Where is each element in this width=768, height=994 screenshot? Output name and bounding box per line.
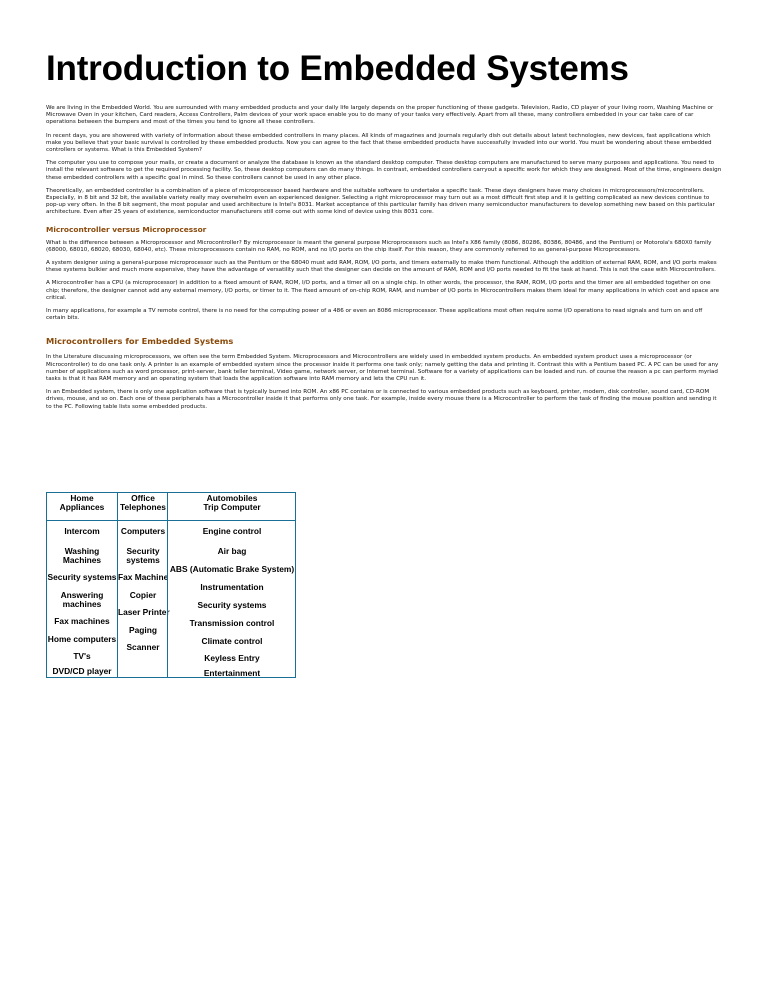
table-cell: Transmission control	[189, 618, 275, 628]
paragraph-recent-days: In recent days, you are showered with variety of information about these embedded controllers in many places. All kinds of magazines and journals regularly dish out details about latest technologies, new devices, fast applications which make you believe that your basic survival is controlled by these embedded products. Now you can agree to the fact that these embedded products have successfully invaded into our world. You must be wondering about these embedded controllers or systems. What is this Embedded System?	[46, 132, 712, 154]
section-heading-embedded: Microcontrollers for Embedded Systems	[46, 336, 234, 347]
table-cell: Fax Machine	[118, 572, 169, 582]
table-cell: Copier	[129, 590, 157, 600]
paragraph-difference: What is the difference between a Microprocessor and Microcontroller? By microprocessor is meant the general purpose Microprocessors such as Intel's X86 family (8086, 80286, 80386, 80486, and the Pentium) or Motorola's 680X0 family (68000, 68010, 68020, 68030, 68040, etc). These microprocessors contain no RAM, no ROM, and no I/O ports on the chip itself. For this reason, they are commonly referred to as general-purpose Microprocessors.	[46, 239, 712, 253]
table-cell: Air bag	[217, 546, 247, 556]
table-cell: Answering machines	[60, 590, 104, 609]
document-page	[46, 0, 722, 411]
table-cell: Engine control	[202, 526, 262, 536]
table-column-office	[117, 493, 168, 677]
page-title: Introduction to Embedded Systems	[46, 49, 629, 88]
table-cell: Washing Machines	[62, 546, 102, 565]
table-cell: Keyless Entry	[204, 653, 260, 663]
table-cell: DVD/CD player	[52, 666, 112, 676]
paragraph-tv-remote: In many applications, for example a TV remote control, there is no need for the computing power of a 486 or even an 8086 microprocessor. These applications most often require some I/O operations to read signals and turn on and off certain bits.	[46, 308, 703, 322]
table-header-cell: Home Appliances	[59, 493, 105, 512]
embedded-products-table	[46, 492, 296, 678]
paragraph-microcontroller-cpu: A Microcontroller has a CPU (a microprocessor) in addition to a fixed amount of RAM, ROM, I/O ports, and a timer all on a single chip. In other words, the processor, the RAM, ROM, I/O ports and the timer are all embedded together on one chip; therefore, the designer cannot add any external memory, I/O ports, or timer to it. The fixed amount of on-chip ROM, RAM, and number of I/O ports in Microcontrollers makes them ideal for many applications in which cost and space are critical.	[46, 280, 720, 301]
table-column-home-appliances	[47, 493, 117, 677]
table-cell: Security systems	[47, 572, 117, 582]
table-cell: Instrumentation	[200, 582, 264, 592]
table-cell: Fax machines	[54, 616, 110, 626]
table-cell: Intercom	[64, 526, 100, 536]
paragraph-theoretically: Theoretically, an embedded controller is a combination of a piece of microprocessor based hardware and the suitable software to undertake a specific task. These days designers have many choices in microprocessors/microcontrollers. Especially, in 8 bit and 32 bit, the available variety really may overwhelm even an experienced designer. Selecting a right microprocessor may turn out as a most difficult first step and it is getting complicated as new devices continue to pop-up very often. In the 8 bit segment, the most popular and used architecture is Intel's 8031. Market acceptance of this particular family has driven many semiconductor manufacturers to develop something new based on this particular architecture. Even after 25 years of existence, semiconductor manufacturers still come out with some kind of device using this 8031 core.	[46, 187, 715, 216]
table-header-cell: Office Telephones	[120, 493, 166, 512]
table-column-automobiles	[167, 493, 296, 677]
table-cell: Security systems	[126, 546, 160, 565]
paragraph-system-designer: A system designer using a general-purpose microprocessor such as the Pentium or the 68040 must add RAM, ROM, I/O ports, and timers externally to make them functional. Although the addition of external RAM, ROM, and I/O ports makes these systems bulkier and much more expensive, they have the advantage of versatility such that the designer can decide on the amount of RAM, ROM and I/O ports needed to fit the task at hand. This is not the case with Microcontrollers.	[46, 260, 717, 274]
table-cell: ABS (Automatic Brake System)	[169, 564, 295, 574]
section-heading-micro-vs: Microcontroller versus Microprocessor	[46, 224, 207, 234]
table-cell: Computers	[120, 526, 166, 536]
paragraph-embedded-world: We are living in the Embedded World. You are surrounded with many embedded products and your daily life largely depends on the proper functioning of these gadgets. Television, Radio, CD player of your living room, Washing Machine or Microwave Oven in your kitchen, Card readers, Access Controllers, Palm devices of your work space enable you to do many of your tasks very effectively. Apart from all these, many controllers embedded in your car take care of car operations between the bumpers and most of the times you tend to ignore all these controllers.	[46, 105, 714, 126]
table-cell: Paging	[129, 625, 157, 635]
table-header-cell: Automobiles Trip Computer	[203, 493, 261, 512]
paragraph-desktop-computer: The computer you use to compose your mails, or create a document or analyze the database is known as the standard desktop computer. These desktop computers are manufactured to serve many purposes and applications. You need to install the relevant software to get the required processing facility. So, these desktop computers can do many things. In contrast, embedded controllers carryout a specific work for which they are designed. Most of the time, engineers design these embedded controllers with a specific goal in mind. So these controllers cannot be used in any other place.	[46, 160, 722, 181]
table-cell: Security systems	[197, 600, 267, 610]
table-cell: Scanner	[126, 642, 160, 652]
table-cell: TV's	[73, 651, 91, 661]
table-cell: Entertainment	[203, 668, 261, 678]
table-cell: Laser Printer	[118, 607, 170, 617]
paragraph-embedded-system-rom: In an Embedded system, there is only one application software that is typically burned into ROM. An x86 PC contains or is connected to various embedded products such as keyboard, printer, modem, disk controller, sound card, CD-ROM drives, mouse, and so on. Each one of these peripherals has a Microcontroller inside it that performs only one task. For example, inside every mouse there is a Microcontroller to perform the task of finding the mouse position and sending it to the PC. Following table lists some embedded products.	[46, 389, 717, 410]
table-cell: Climate control	[201, 636, 263, 646]
paragraph-literature: In the Literature discussing microprocessors, we often see the term Embedded System. Microprocessors and Microcontrollers are widely used in embedded system products. An embedded system product uses a microprocessor (or Microcontroller) to do one task only. A printer is an example of embedded system since the processor inside it performs one task only; namely getting the data and printing it. Contrast this with a Pentium based PC. A PC can be used for any number of applications such as word processor, print-server, bank teller terminal, Video game, network server, or Internet terminal. Software for a variety of applications can be loaded and run. of course the reason a pc can perform myriad tasks is that it has RAM memory and an operating system that loads the application software into RAM memory and lets the CPU run it.	[46, 354, 719, 383]
table-cell: Home computers	[47, 634, 117, 644]
